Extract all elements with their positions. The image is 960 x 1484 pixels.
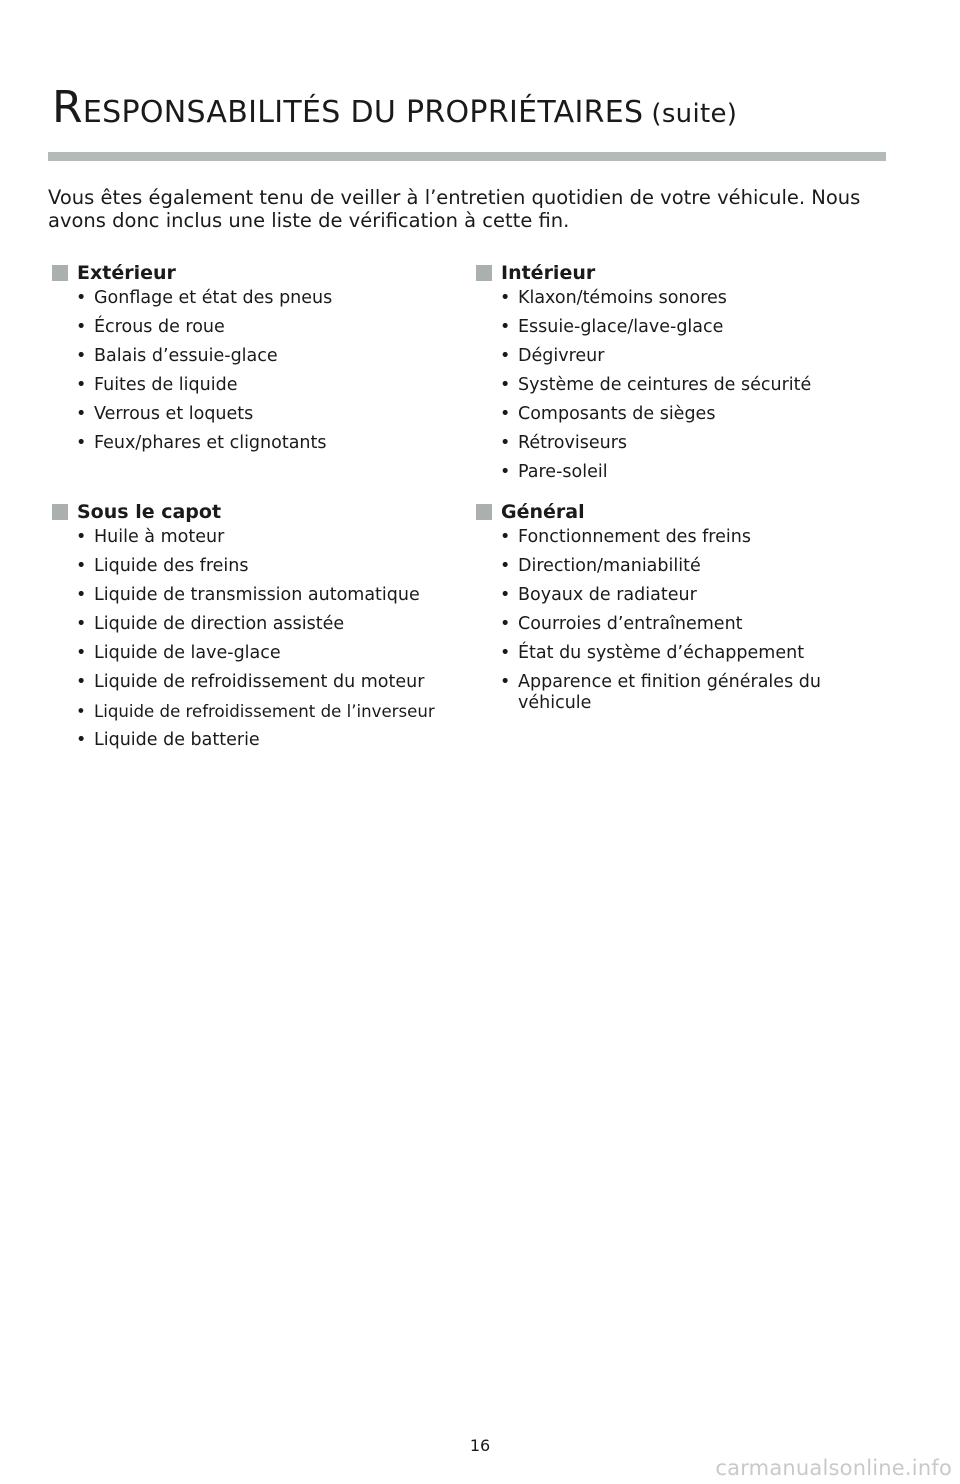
bullet-icon: • bbox=[76, 556, 87, 576]
page-number: 16 bbox=[469, 1436, 491, 1455]
list-item: • Composants de sièges bbox=[500, 404, 716, 424]
bullet-icon: • bbox=[76, 288, 87, 308]
bullet-icon: • bbox=[500, 556, 511, 576]
header-divider bbox=[48, 152, 886, 161]
square-bullet-icon bbox=[52, 265, 68, 281]
section-header bbox=[52, 260, 472, 286]
list-item: • Apparence et finition générales du véhicule bbox=[500, 672, 821, 713]
bullet-icon: • bbox=[500, 643, 511, 663]
checklist bbox=[52, 527, 472, 751]
section-title: Général bbox=[501, 501, 585, 523]
bullet-icon: • bbox=[500, 288, 511, 308]
page-title-suffix: (suite) bbox=[651, 99, 738, 129]
list-item: • Feux/phares et clignotants bbox=[76, 433, 327, 453]
bullet-icon: • bbox=[500, 614, 511, 634]
list-item: • Huile à moteur bbox=[76, 527, 225, 547]
list-item: • Boyaux de radiateur bbox=[500, 585, 697, 605]
bullet-icon: • bbox=[500, 585, 511, 605]
section-header bbox=[52, 499, 472, 525]
bullet-icon: • bbox=[500, 375, 511, 395]
square-bullet-icon bbox=[52, 504, 68, 520]
section-sous-le-capot bbox=[52, 499, 472, 759]
bullet-icon: • bbox=[76, 672, 87, 692]
list-item: • Rétroviseurs bbox=[500, 433, 628, 453]
bullet-icon: • bbox=[76, 730, 87, 750]
list-item: • Essuie-glace/lave-glace bbox=[500, 317, 724, 337]
bullet-icon: • bbox=[76, 643, 87, 663]
bullet-icon: • bbox=[76, 527, 87, 547]
list-item: • Système de ceintures de sécurité bbox=[500, 375, 812, 395]
list-item: • Liquide de refroidissement du moteur bbox=[76, 672, 425, 692]
page-title-initial: R bbox=[52, 82, 83, 133]
checklist bbox=[476, 527, 856, 714]
list-item: • Fuites de liquide bbox=[76, 375, 238, 395]
page-title-main: ESPONSABILITÉS DU PROPRIÉTAIRES bbox=[82, 95, 644, 130]
bullet-icon: • bbox=[76, 375, 87, 395]
square-bullet-icon bbox=[476, 504, 492, 520]
list-item: • Liquide de transmission automatique bbox=[76, 585, 420, 605]
section-header bbox=[476, 260, 896, 286]
checklist bbox=[476, 288, 896, 483]
section-title: Extérieur bbox=[77, 262, 176, 284]
bullet-icon: • bbox=[76, 614, 87, 634]
list-item: • Liquide de batterie bbox=[76, 730, 260, 750]
bullet-icon: • bbox=[76, 404, 87, 424]
checklist bbox=[52, 288, 472, 454]
bullet-icon: • bbox=[500, 346, 511, 366]
bullet-icon: • bbox=[76, 585, 87, 605]
list-item: • Balais d’essuie-glace bbox=[76, 346, 278, 366]
bullet-icon: • bbox=[500, 462, 511, 482]
bullet-icon: • bbox=[500, 317, 511, 337]
bullet-icon: • bbox=[76, 317, 87, 337]
bullet-icon: • bbox=[500, 672, 511, 692]
watermark: carmanualsonline.info bbox=[715, 1456, 952, 1480]
list-item: • Fonctionnement des freins bbox=[500, 527, 751, 547]
list-item: • Liquide des freins bbox=[76, 556, 249, 576]
square-bullet-icon bbox=[476, 265, 492, 281]
list-item: • Liquide de lave-glace bbox=[76, 643, 281, 663]
list-item: • Verrous et loquets bbox=[76, 404, 254, 424]
list-item: • Liquide de direction assistée bbox=[76, 614, 345, 634]
list-item: • Liquide de refroidissement de l’inverseur bbox=[76, 702, 435, 721]
section-title: Intérieur bbox=[501, 262, 596, 284]
intro-paragraph: Vous êtes également tenu de veiller à l’entretien quotidien de votre véhicule. Nous avons donc inclus une liste de vérification à cette fin. bbox=[48, 186, 861, 232]
list-item: • Écrous de roue bbox=[76, 317, 225, 337]
bullet-icon: • bbox=[500, 433, 511, 453]
list-item: • Direction/maniabilité bbox=[500, 556, 701, 576]
section-title: Sous le capot bbox=[77, 501, 222, 523]
bullet-icon: • bbox=[76, 433, 87, 453]
list-item: • État du système d’échappement bbox=[500, 643, 805, 663]
bullet-icon: • bbox=[76, 702, 86, 721]
section-exterieur bbox=[52, 260, 472, 462]
section-interieur bbox=[476, 260, 896, 491]
section-header bbox=[476, 499, 856, 525]
section-general bbox=[476, 499, 856, 722]
page-title bbox=[52, 82, 738, 133]
list-item: • Klaxon/témoins sonores bbox=[500, 288, 727, 308]
list-item: • Pare-soleil bbox=[500, 462, 608, 482]
list-item: • Courroies d’entraînement bbox=[500, 614, 743, 634]
bullet-icon: • bbox=[500, 527, 511, 547]
bullet-icon: • bbox=[76, 346, 87, 366]
list-item: • Dégivreur bbox=[500, 346, 605, 366]
bullet-icon: • bbox=[500, 404, 511, 424]
list-item: • Gonflage et état des pneus bbox=[76, 288, 333, 308]
